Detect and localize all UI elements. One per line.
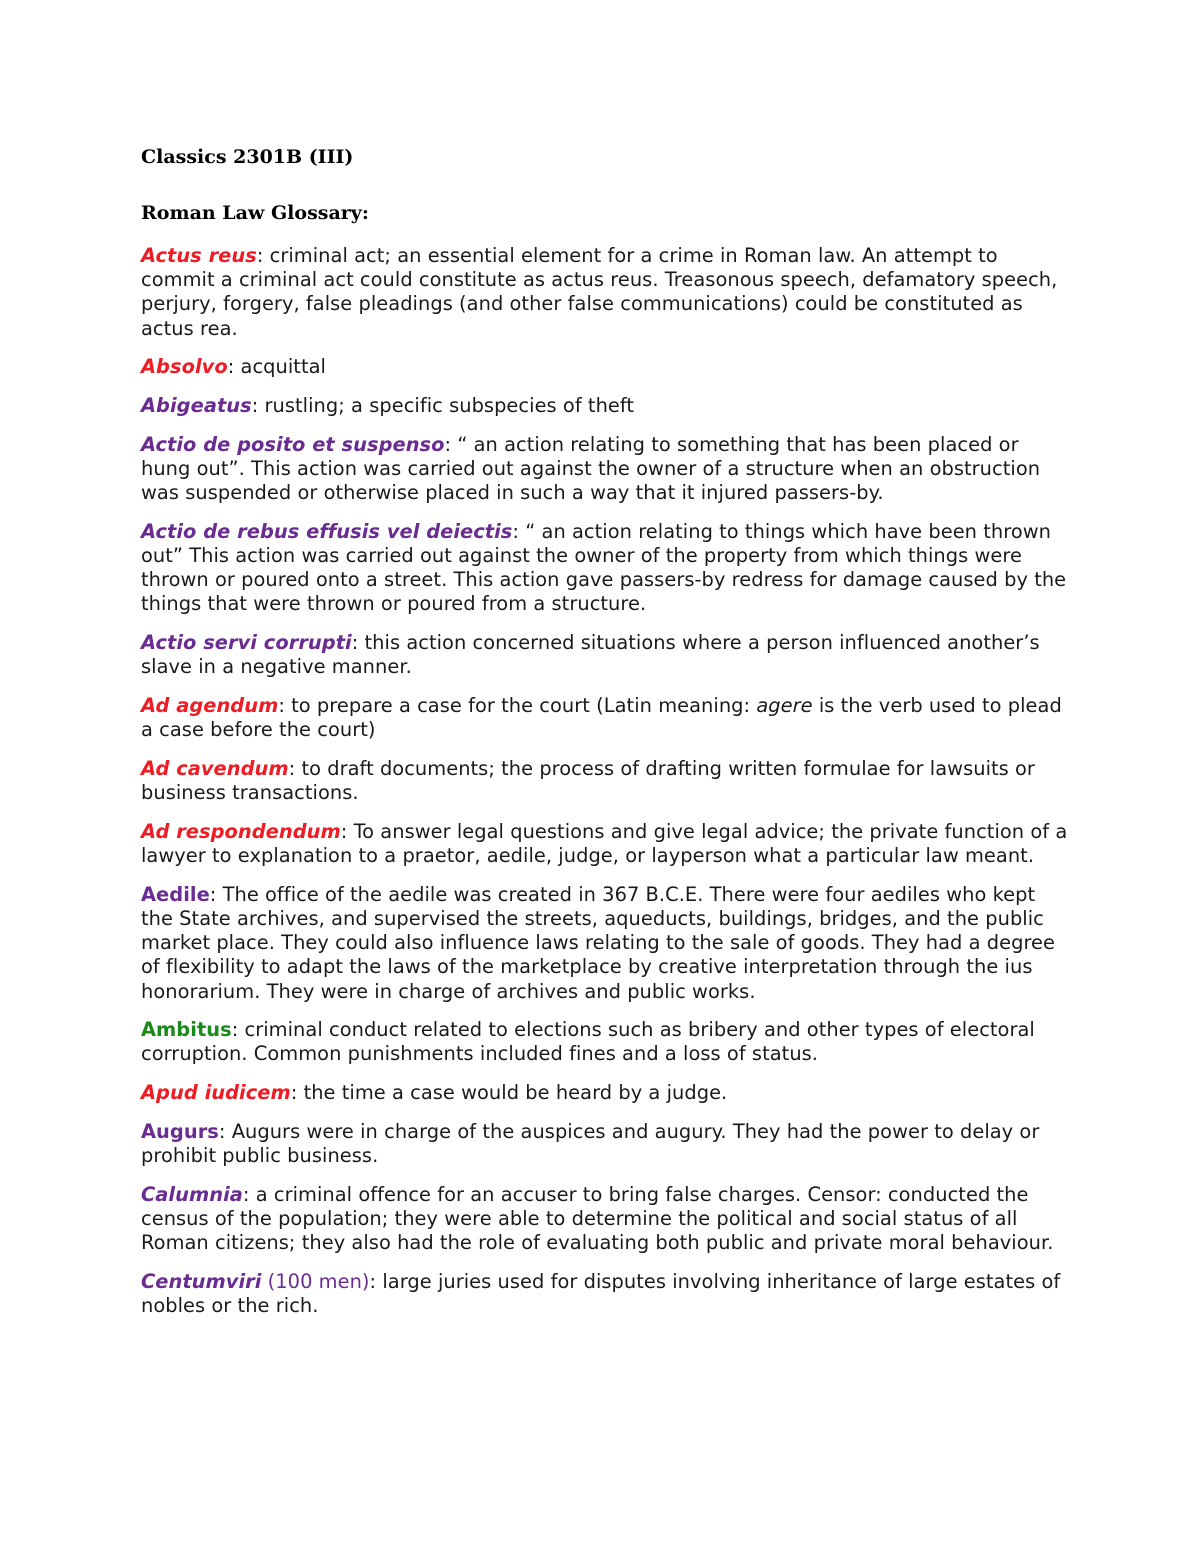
term-augurs: Augurs xyxy=(141,1119,219,1143)
definition-absolvo: acquittal xyxy=(240,355,326,379)
definition-abigeatus: rustling; a specific subspecies of theft xyxy=(264,394,635,418)
definition-actus-reus: criminal act; an essential element for a crime in Roman law. An attempt to commit a criminal act could constitute as actus reus. Treasonous speech, defamatory speech, perjury, forgery, false pleadings (and other false communications) could be constituted as actus rea. xyxy=(141,244,1058,340)
term-separator: : xyxy=(512,519,526,543)
term-actio-de-rebus: Actio de rebus effusis vel deiectis xyxy=(141,519,513,543)
glossary-entry-augurs xyxy=(141,1120,1071,1168)
term-actus-reus: Actus reus xyxy=(141,244,257,267)
term-ambitus: Ambitus xyxy=(141,1018,232,1042)
term-separator: : xyxy=(227,355,241,379)
glossary-entry-centumviri xyxy=(141,1270,1071,1318)
term-actio-servi-corrupti: Actio servi corrupti xyxy=(141,631,352,655)
term-separator: : xyxy=(242,1182,256,1206)
term-separator: : xyxy=(256,244,270,267)
definition-ad-agendum-latin-word: agere xyxy=(756,694,813,718)
term-centumviri: Centumviri xyxy=(141,1269,262,1293)
definition-calumnia: a criminal offence for an accuser to bring false charges. Censor: conducted the census of the population; they were able to determine the political and social status of all Roman citizens; they also had the role of evaluating both public and private moral behaviour. xyxy=(141,1182,1054,1255)
glossary-title: Roman Law Glossary: xyxy=(141,202,369,224)
definition-aedile: The office of the aedile was created in 367 B.C.E. There were four aediles who kept the State archives, and supervised the streets, aqueducts, buildings, bridges, and the public market place. They could also influence laws relating to the sale of goods. They had a degree of flexibility to adapt the laws of the marketplace by creative interpretation through the ius honorarium. They were in charge of archives and public works. xyxy=(141,882,1056,1003)
term-separator: : xyxy=(218,1119,232,1143)
glossary-entry-abigeatus xyxy=(141,394,1071,418)
term-separator: : xyxy=(444,432,458,456)
term-centumviri-gloss: (100 men) xyxy=(261,1269,370,1293)
definition-actio-de-rebus: “ an action relating to things which have been thrown out” This action was carried out against the owner of the property from which things were thrown or poured onto a street. This action gave passers-by redress for damage caused by the things that were thrown or poured from a structure. xyxy=(141,519,1067,616)
course-title: Classics 2301B (III) xyxy=(141,146,354,168)
definition-actio-de-posito: “ an action relating to something that has been placed or hung out”. This action was carried out against the owner of a structure when an obstruction was suspended or otherwise placed in such a way that it injured passers-by. xyxy=(141,432,1041,505)
glossary-entry-calumnia xyxy=(141,1183,1071,1256)
glossary-entry-apud-iudicem xyxy=(141,1081,1071,1105)
term-actio-de-posito: Actio de posito et suspenso xyxy=(141,432,445,456)
term-ad-respondendum: Ad respondendum xyxy=(141,819,341,843)
term-separator: : xyxy=(251,394,265,418)
glossary-entry-ad-agendum xyxy=(141,694,1071,742)
definition-ad-respondendum: To answer legal questions and give legal advice; the private function of a lawyer to explanation to a praetor, aedile, judge, or layperson what a particular law meant. xyxy=(141,819,1068,868)
definition-actio-servi-corrupti: this action concerned situations where a person influenced another’s slave in a negative manner. xyxy=(141,631,1040,679)
term-ad-cavendum: Ad cavendum xyxy=(141,756,289,780)
glossary-entry-actio-de-rebus xyxy=(141,520,1071,617)
term-separator: : xyxy=(231,1018,245,1042)
term-abigeatus: Abigeatus xyxy=(141,394,252,418)
term-separator: : xyxy=(290,1081,304,1105)
definition-ad-cavendum: to draft documents; the process of drafting written formulae for lawsuits or business transactions. xyxy=(141,756,1035,805)
glossary-entry-ambitus xyxy=(141,1018,1071,1066)
term-aedile: Aedile xyxy=(141,882,210,906)
document-content xyxy=(141,140,1071,1333)
definition-ambitus: criminal conduct related to elections such as bribery and other types of electoral corruption. Common punishments included fines and a loss of status. xyxy=(141,1018,1035,1066)
glossary-entry-ad-cavendum xyxy=(141,757,1071,805)
term-separator: : xyxy=(278,694,292,718)
glossary-entry-actus-reus xyxy=(141,244,1071,341)
term-separator: : xyxy=(340,819,354,843)
definition-ad-agendum-part1: to prepare a case for the court (Latin meaning: xyxy=(291,694,757,718)
term-separator: : xyxy=(369,1269,383,1293)
term-calumnia: Calumnia xyxy=(141,1182,243,1206)
term-absolvo: Absolvo xyxy=(141,355,228,379)
glossary-entry-actio-de-posito xyxy=(141,433,1071,506)
glossary-entry-absolvo xyxy=(141,355,1071,379)
glossary-entry-actio-servi-corrupti xyxy=(141,631,1071,679)
term-ad-agendum: Ad agendum xyxy=(141,694,279,718)
term-separator: : xyxy=(209,882,223,906)
glossary-entry-ad-respondendum xyxy=(141,820,1071,868)
definition-centumviri: large juries used for disputes involving inheritance of large estates of nobles or the rich. xyxy=(141,1269,1061,1318)
glossary-list xyxy=(141,244,1071,1318)
term-separator: : xyxy=(288,756,302,780)
glossary-entry-aedile xyxy=(141,883,1071,1004)
term-apud-iudicem: Apud iudicem xyxy=(141,1081,291,1105)
term-separator: : xyxy=(351,631,365,655)
definition-apud-iudicem: the time a case would be heard by a judge. xyxy=(303,1081,728,1105)
definition-ad-agendum-part2: is the verb used to plead a case before the court) xyxy=(141,694,1062,742)
definition-augurs: Augurs were in charge of the auspices and augury. They had the power to delay or prohibit public business. xyxy=(141,1119,1040,1168)
